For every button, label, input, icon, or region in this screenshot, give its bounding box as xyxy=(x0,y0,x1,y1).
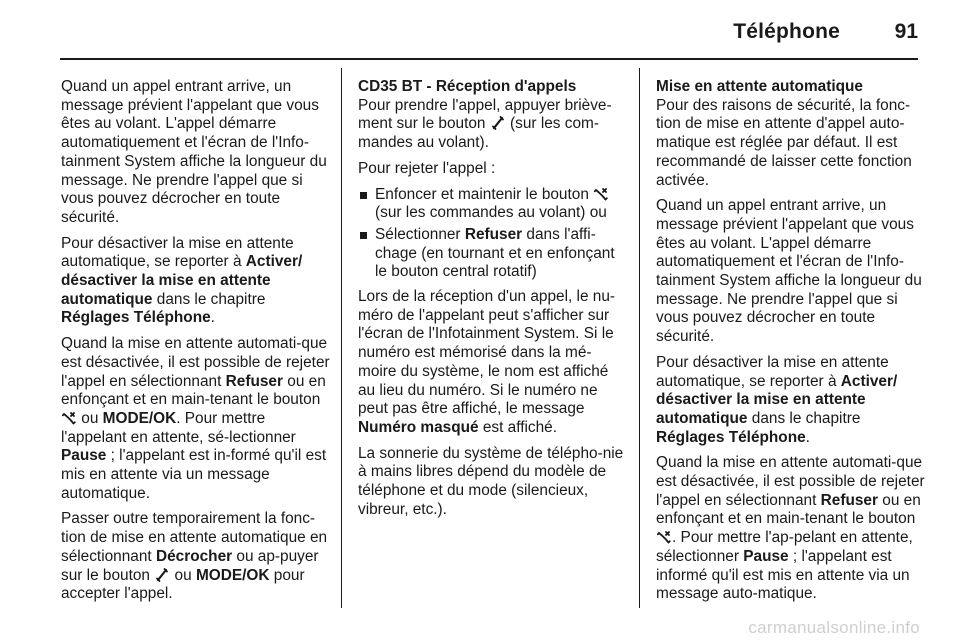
bold-term: Numéro masqué xyxy=(358,418,479,436)
paragraph xyxy=(61,510,331,604)
text: Sélectionner xyxy=(375,225,465,243)
paragraph xyxy=(61,335,331,503)
text: est affiché. xyxy=(478,418,558,436)
text: Quand la mise en attente automati-que est désactivée, il est possible de rejeter l'appel en sélectionnant xyxy=(656,454,925,509)
bold-term: MODE/OK xyxy=(102,409,177,427)
paragraph: Pour des raisons de sécurité, la fonc-tion de mise en attente d'appel auto-matique est réglée par défaut. Il est recommandé de laisser cette fonction activée. xyxy=(656,96,912,189)
text: Lors de la réception d'un appel, le nu-méro de l'appelant peut s'afficher sur l'écran de l'Infotainment System. Si le numéro est mémorisé dans la mé-moire du système, le nom est affiché au lieu du numéro. Si le numéro ne peut pas être affiché, le message xyxy=(358,288,616,418)
paragraph: Quand un appel entrant arrive, un message prévient l'appelant que vous êtes au volant. L'appel démarre automatiquement et l'écran de l'Info-tainment System affiche la longueur du message. Ne prendre l'appel que si vous pouvez décrocher en toute sécurité. xyxy=(656,197,922,346)
bold-term: MODE/OK xyxy=(195,566,270,584)
text: ou en enfonçant et en main-tenant le bouton xyxy=(656,491,921,528)
bullet-square xyxy=(360,192,367,199)
text: ; l'appelant est in-formé qu'il est mis en attente via un message automatique. xyxy=(61,447,327,502)
bold-term: Décrocher xyxy=(155,547,233,565)
bullet-list xyxy=(358,186,626,283)
column-left xyxy=(61,78,331,611)
paragraph: La sonnerie du système de télépho-nie à mains libres dépend du modèle de téléphone et du mode (silencieux, vibreur, etc.). xyxy=(358,444,624,518)
section-heading: Mise en attente automatique xyxy=(656,78,863,95)
text: Enfoncer et maintenir le bouton xyxy=(375,185,594,203)
list-item xyxy=(358,226,626,282)
text: ou ap-puyer sur le bouton xyxy=(61,547,319,584)
bold-term: Pause xyxy=(61,447,107,465)
bold-term: Pause xyxy=(743,547,789,565)
text: ou en enfonçant et en main-tenant le bouton xyxy=(61,372,326,409)
text: ou xyxy=(170,566,196,584)
bullet-square xyxy=(360,232,367,239)
phone-pickup-icon xyxy=(491,116,505,130)
text: dans le chapitre xyxy=(747,409,861,427)
text: ; l'appelant est informé qu'il est mis en attente via un message auto-matique. xyxy=(656,547,910,603)
paragraph xyxy=(656,354,926,448)
paragraph xyxy=(358,288,626,438)
text: pour accepter l'appel. xyxy=(61,566,305,603)
bold-reference: Réglages Téléphone xyxy=(61,309,211,327)
text: Pour prendre l'appel, appuyer briève-ment sur le bouton xyxy=(358,96,612,133)
paragraph xyxy=(656,454,926,604)
paragraph: Quand un appel entrant arrive, un message prévient l'appelant que vous êtes au volant. L'appel démarre automatiquement et l'écran de l'Info-tainment System affiche la longueur du message. Ne prendre l'appel que si vous pouvez décrocher en toute sécurité. xyxy=(61,78,327,226)
bold-term: Refuser xyxy=(820,491,878,509)
text: Quand la mise en attente automati-que est désactivée, il est possible de rejeter l'appel en sélectionnant xyxy=(61,335,330,390)
text: (sur les com-mandes au volant). xyxy=(358,115,599,152)
bold-reference: Activer/ désactiver la mise en attente automatique xyxy=(61,253,303,308)
list-item xyxy=(358,186,626,223)
bold-term: Refuser xyxy=(225,372,283,390)
phone-hangup-icon xyxy=(657,530,671,544)
text: . Pour mettre l'ap-pelant en attente, sélectionner xyxy=(656,529,913,565)
text: ou xyxy=(77,409,103,427)
page-header xyxy=(60,18,918,60)
column-divider xyxy=(639,68,640,608)
section-heading: CD35 BT - Réception d'appels xyxy=(358,78,577,95)
text: (sur les commandes au volant) ou xyxy=(375,204,607,222)
text: . xyxy=(210,309,215,327)
phone-hangup-icon xyxy=(62,411,76,425)
page-title: Téléphone xyxy=(733,20,840,43)
page-number: 91 xyxy=(894,20,918,43)
text: . xyxy=(805,428,810,446)
bold-term: Refuser xyxy=(464,225,523,243)
bold-reference: Réglages Téléphone xyxy=(656,428,806,446)
bold-reference: Activer/ désactiver la mise en attente automatique xyxy=(656,372,898,427)
text: dans l'affi-chage (en tournant et en enfonçant le bouton central rotatif) xyxy=(375,225,615,281)
text: Pour désactiver la mise en attente automatique, se reporter à xyxy=(61,234,294,271)
text: Pour désactiver la mise en attente automatique, se reporter à xyxy=(656,353,889,390)
column-middle xyxy=(358,78,626,526)
watermark: carmanualsonline.info xyxy=(748,618,920,637)
phone-pickup-icon xyxy=(155,568,169,582)
text: . Pour mettre l'appelant en attente, sé-lectionner xyxy=(61,409,296,446)
column-right xyxy=(656,78,926,611)
column-divider xyxy=(341,68,342,608)
paragraph xyxy=(358,97,626,153)
phone-hangup-icon xyxy=(594,187,608,201)
text: dans le chapitre xyxy=(152,290,266,308)
text: Passer outre temporairement la fonc-tion de mise en attente automatique en sélectionnant xyxy=(61,510,328,565)
paragraph xyxy=(61,235,331,329)
paragraph: Pour rejeter l'appel : xyxy=(358,159,496,177)
